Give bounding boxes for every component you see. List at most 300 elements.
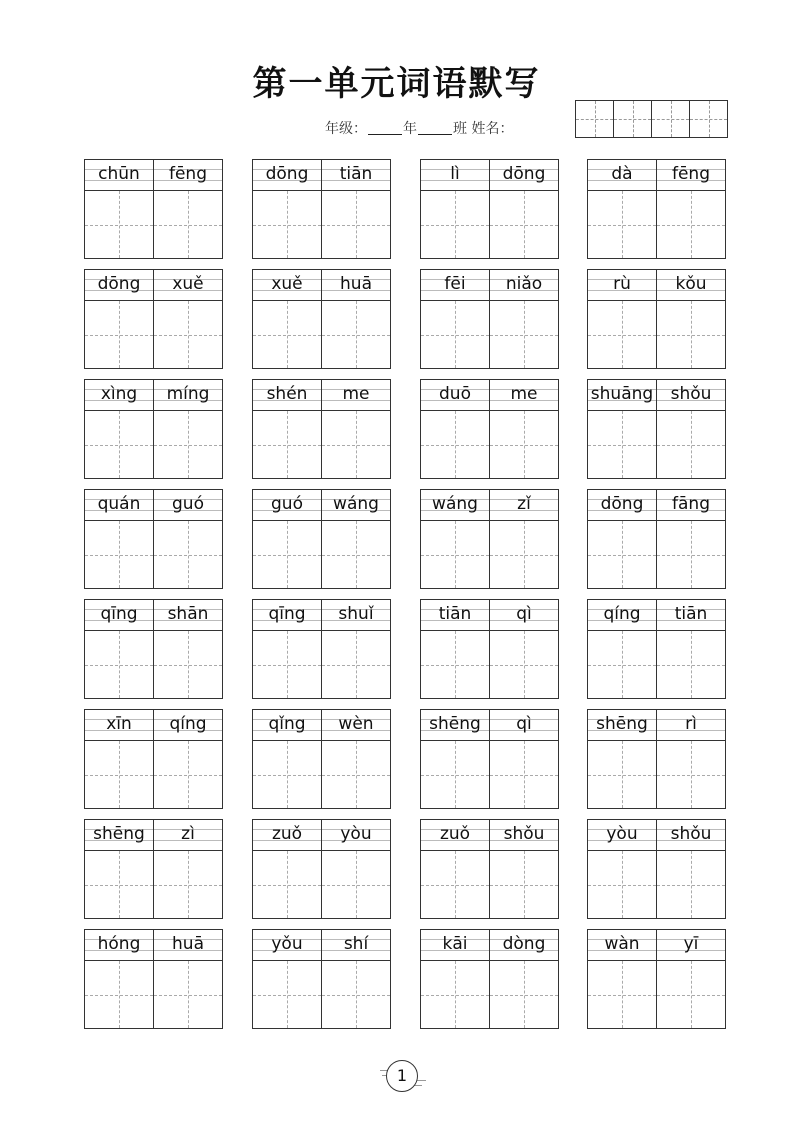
pinyin-text: quán <box>97 494 141 514</box>
word-box <box>587 379 726 479</box>
pinyin-cell <box>322 710 390 740</box>
name-label: 姓名： <box>471 121 514 137</box>
pinyin-cell <box>657 930 725 960</box>
pinyin-text: shǒu <box>670 824 712 844</box>
word-box <box>587 709 726 809</box>
pinyin-text: qíng <box>603 604 641 624</box>
pinyin-cell <box>657 270 725 300</box>
pinyin-row <box>588 820 725 851</box>
pinyin-row <box>588 710 725 741</box>
pinyin-text: shēng <box>93 824 145 844</box>
pinyin-cell <box>657 380 725 410</box>
pinyin-row <box>85 270 222 301</box>
pinyin-text: rù <box>613 274 631 294</box>
hanzi-writing-cell[interactable] <box>322 191 390 258</box>
pinyin-row <box>588 380 725 411</box>
name-cell[interactable] <box>690 101 727 137</box>
hanzi-writing-cell[interactable] <box>657 191 725 258</box>
word-box <box>587 489 726 589</box>
word-box <box>420 269 559 369</box>
pinyin-cell <box>657 600 725 630</box>
pinyin-cell <box>322 160 390 190</box>
word-box <box>84 709 223 809</box>
pinyin-text: tiān <box>674 604 708 624</box>
pinyin-text: niǎo <box>505 274 543 294</box>
word-box <box>587 159 726 259</box>
hanzi-writing-row <box>85 191 222 258</box>
pinyin-cell <box>421 600 490 630</box>
word-box <box>420 929 559 1029</box>
hanzi-writing-cell[interactable] <box>253 851 322 918</box>
hanzi-writing-cell[interactable] <box>85 851 154 918</box>
hanzi-writing-cell[interactable] <box>85 961 154 1028</box>
hanzi-writing-cell[interactable] <box>490 631 558 698</box>
pinyin-cell <box>588 820 657 850</box>
hanzi-writing-cell[interactable] <box>322 301 390 368</box>
pinyin-text: yī <box>683 934 699 954</box>
name-cell[interactable] <box>652 101 690 137</box>
pinyin-text: huā <box>340 274 372 294</box>
hanzi-writing-cell[interactable] <box>154 631 222 698</box>
pinyin-cell <box>154 270 222 300</box>
hanzi-writing-cell[interactable] <box>322 521 390 588</box>
pinyin-cell <box>322 380 390 410</box>
pinyin-text: zuǒ <box>439 824 471 844</box>
pinyin-cell <box>490 270 558 300</box>
pinyin-text: qì <box>516 714 532 734</box>
pinyin-cell <box>85 930 154 960</box>
hanzi-writing-cell[interactable] <box>322 741 390 808</box>
word-box <box>84 159 223 259</box>
hanzi-writing-cell[interactable] <box>490 961 558 1028</box>
pinyin-text: shuǐ <box>338 604 374 624</box>
pinyin-cell <box>85 270 154 300</box>
hanzi-writing-cell[interactable] <box>421 741 490 808</box>
word-box <box>84 269 223 369</box>
word-box <box>84 379 223 479</box>
pinyin-row <box>85 930 222 961</box>
hanzi-writing-row <box>85 411 222 478</box>
pinyin-text: qíng <box>169 714 207 734</box>
pinyin-cell <box>253 930 322 960</box>
hanzi-writing-cell[interactable] <box>588 631 657 698</box>
pinyin-cell <box>588 270 657 300</box>
pinyin-cell <box>490 160 558 190</box>
pinyin-row <box>253 820 390 851</box>
page-number: 1 <box>386 1060 418 1092</box>
word-box <box>252 709 391 809</box>
pinyin-text: rì <box>685 714 697 734</box>
pinyin-cell <box>154 820 222 850</box>
pinyin-text: kāi <box>442 934 468 954</box>
pinyin-cell <box>322 820 390 850</box>
hanzi-writing-cell[interactable] <box>85 741 154 808</box>
pinyin-text: shān <box>167 604 209 624</box>
pinyin-row <box>253 380 390 411</box>
pinyin-row <box>85 710 222 741</box>
hanzi-writing-cell[interactable] <box>421 851 490 918</box>
hanzi-writing-row <box>588 741 725 808</box>
pinyin-text: dōng <box>97 274 141 294</box>
hanzi-writing-row <box>85 961 222 1028</box>
pinyin-cell <box>657 490 725 520</box>
pinyin-text: dōng <box>265 164 309 184</box>
hanzi-writing-row <box>253 631 390 698</box>
hanzi-writing-row <box>588 521 725 588</box>
pinyin-text: tiān <box>438 604 472 624</box>
pinyin-cell <box>588 490 657 520</box>
hanzi-writing-cell[interactable] <box>85 191 154 258</box>
pinyin-row <box>253 600 390 631</box>
pinyin-text: fāng <box>672 494 710 514</box>
pinyin-row <box>421 930 558 961</box>
pinyin-row <box>588 490 725 521</box>
word-box <box>252 379 391 479</box>
hanzi-writing-row <box>85 631 222 698</box>
hanzi-writing-cell[interactable] <box>85 521 154 588</box>
pinyin-cell <box>588 710 657 740</box>
pinyin-row <box>85 820 222 851</box>
pinyin-text: xìng <box>100 384 138 404</box>
pinyin-text: kǒu <box>675 274 707 294</box>
pinyin-text: dòng <box>502 934 546 954</box>
hanzi-writing-cell[interactable] <box>421 191 490 258</box>
hanzi-writing-row <box>253 521 390 588</box>
pinyin-cell <box>253 270 322 300</box>
hanzi-writing-cell[interactable] <box>490 741 558 808</box>
hanzi-writing-row <box>588 191 725 258</box>
hanzi-writing-cell[interactable] <box>588 851 657 918</box>
pinyin-row <box>253 160 390 191</box>
pinyin-row <box>253 930 390 961</box>
pinyin-cell <box>657 820 725 850</box>
pinyin-text: xuě <box>271 274 303 294</box>
word-box <box>84 599 223 699</box>
pinyin-cell <box>322 930 390 960</box>
pinyin-cell <box>154 380 222 410</box>
hanzi-writing-cell[interactable] <box>253 961 322 1028</box>
pinyin-row <box>421 270 558 301</box>
pinyin-text: shǒu <box>670 384 712 404</box>
hanzi-writing-cell[interactable] <box>154 521 222 588</box>
word-box <box>587 929 726 1029</box>
grade-label: 年级： <box>325 121 367 137</box>
hanzi-writing-cell[interactable] <box>154 741 222 808</box>
pinyin-cell <box>253 160 322 190</box>
hanzi-writing-cell[interactable] <box>322 411 390 478</box>
pinyin-row <box>588 270 725 301</box>
pinyin-cell <box>253 490 322 520</box>
hanzi-writing-cell[interactable] <box>588 521 657 588</box>
pinyin-cell <box>85 600 154 630</box>
pinyin-cell <box>154 710 222 740</box>
pinyin-cell <box>253 380 322 410</box>
hanzi-writing-cell[interactable] <box>588 191 657 258</box>
pinyin-text: lì <box>450 164 460 184</box>
hanzi-writing-cell[interactable] <box>154 301 222 368</box>
pinyin-cell <box>657 160 725 190</box>
hanzi-writing-cell[interactable] <box>322 961 390 1028</box>
hanzi-writing-cell[interactable] <box>588 301 657 368</box>
hanzi-writing-cell[interactable] <box>657 411 725 478</box>
hanzi-writing-row <box>253 411 390 478</box>
pinyin-text: fēi <box>444 274 466 294</box>
word-box <box>420 819 559 919</box>
word-box <box>84 819 223 919</box>
hanzi-writing-row <box>253 961 390 1028</box>
hanzi-writing-row <box>421 521 558 588</box>
hanzi-writing-cell[interactable] <box>657 301 725 368</box>
hanzi-writing-row <box>421 631 558 698</box>
student-info-line <box>325 118 513 138</box>
hanzi-writing-cell[interactable] <box>490 191 558 258</box>
pinyin-text: qǐng <box>268 714 306 734</box>
word-box <box>84 489 223 589</box>
pinyin-text: yǒu <box>271 934 303 954</box>
pinyin-cell <box>421 930 490 960</box>
hanzi-writing-cell[interactable] <box>253 521 322 588</box>
word-box <box>252 489 391 589</box>
hanzi-writing-row <box>588 631 725 698</box>
pinyin-text: zì <box>181 824 195 844</box>
hanzi-writing-cell[interactable] <box>657 631 725 698</box>
year-label: 年 <box>403 121 417 137</box>
pinyin-row <box>85 490 222 521</box>
pinyin-text: hóng <box>97 934 141 954</box>
hanzi-writing-cell[interactable] <box>490 521 558 588</box>
hanzi-writing-cell[interactable] <box>490 301 558 368</box>
pinyin-text: qīng <box>100 604 138 624</box>
pinyin-cell <box>490 930 558 960</box>
word-box <box>587 599 726 699</box>
pinyin-text: dà <box>611 164 633 184</box>
pinyin-cell <box>322 490 390 520</box>
hanzi-writing-cell[interactable] <box>588 741 657 808</box>
pinyin-text: duō <box>439 384 471 404</box>
name-cell[interactable] <box>614 101 652 137</box>
pinyin-row <box>85 160 222 191</box>
pinyin-row <box>253 490 390 521</box>
pinyin-text: shēng <box>429 714 481 734</box>
word-dictation-grid <box>84 159 726 1026</box>
hanzi-writing-row <box>85 301 222 368</box>
hanzi-writing-cell[interactable] <box>490 411 558 478</box>
pinyin-text: shǒu <box>503 824 545 844</box>
hanzi-writing-cell[interactable] <box>85 411 154 478</box>
name-cell[interactable] <box>576 101 614 137</box>
pinyin-text: shí <box>343 934 369 954</box>
pinyin-text: huā <box>172 934 204 954</box>
pinyin-text: yòu <box>340 824 372 844</box>
pinyin-text: fēng <box>168 164 207 184</box>
pinyin-text: guó <box>271 494 303 514</box>
pinyin-text: zuǒ <box>271 824 303 844</box>
name-writing-grid[interactable] <box>575 100 728 138</box>
word-box <box>420 709 559 809</box>
hanzi-writing-cell[interactable] <box>154 191 222 258</box>
hanzi-writing-cell[interactable] <box>421 631 490 698</box>
hanzi-writing-row <box>421 851 558 918</box>
pinyin-text: tiān <box>339 164 373 184</box>
word-box <box>420 489 559 589</box>
pinyin-row <box>421 160 558 191</box>
page-number-badge <box>380 1060 424 1096</box>
word-box <box>252 819 391 919</box>
pinyin-cell <box>154 160 222 190</box>
word-box <box>252 929 391 1029</box>
pinyin-cell <box>490 710 558 740</box>
hanzi-writing-row <box>588 411 725 478</box>
word-box <box>587 819 726 919</box>
hanzi-writing-cell[interactable] <box>657 521 725 588</box>
hanzi-writing-row <box>421 741 558 808</box>
class-blank[interactable] <box>418 120 452 135</box>
pinyin-cell <box>657 710 725 740</box>
word-box <box>420 599 559 699</box>
pinyin-text: wáng <box>333 494 379 514</box>
hanzi-writing-row <box>588 851 725 918</box>
pinyin-cell <box>154 930 222 960</box>
pinyin-cell <box>421 270 490 300</box>
hanzi-writing-row <box>253 741 390 808</box>
pinyin-cell <box>421 160 490 190</box>
hanzi-writing-cell[interactable] <box>322 851 390 918</box>
hanzi-writing-cell[interactable] <box>154 411 222 478</box>
pinyin-cell <box>154 600 222 630</box>
hanzi-writing-row <box>588 301 725 368</box>
hanzi-writing-cell[interactable] <box>657 741 725 808</box>
pinyin-text: qì <box>516 604 532 624</box>
pinyin-row <box>253 270 390 301</box>
pinyin-cell <box>588 930 657 960</box>
pinyin-cell <box>421 820 490 850</box>
word-box <box>252 159 391 259</box>
word-box <box>84 929 223 1029</box>
pinyin-cell <box>421 490 490 520</box>
hanzi-writing-row <box>421 301 558 368</box>
pinyin-cell <box>490 380 558 410</box>
hanzi-writing-row <box>421 411 558 478</box>
pinyin-row <box>421 710 558 741</box>
hanzi-writing-cell[interactable] <box>421 301 490 368</box>
pinyin-text: xuě <box>172 274 204 294</box>
hanzi-writing-cell[interactable] <box>253 631 322 698</box>
hanzi-writing-cell[interactable] <box>154 851 222 918</box>
hanzi-writing-row <box>85 521 222 588</box>
hanzi-writing-cell[interactable] <box>490 851 558 918</box>
pinyin-cell <box>322 600 390 630</box>
pinyin-cell <box>85 160 154 190</box>
hanzi-writing-row <box>253 851 390 918</box>
hanzi-writing-cell[interactable] <box>588 411 657 478</box>
hanzi-writing-cell[interactable] <box>85 301 154 368</box>
pinyin-text: shēng <box>596 714 648 734</box>
pinyin-cell <box>588 160 657 190</box>
hanzi-writing-cell[interactable] <box>421 521 490 588</box>
hanzi-writing-row <box>421 191 558 258</box>
pinyin-row <box>253 710 390 741</box>
pinyin-cell <box>253 710 322 740</box>
pinyin-cell <box>154 490 222 520</box>
pinyin-text: me <box>342 384 370 404</box>
word-box <box>420 159 559 259</box>
hanzi-writing-row <box>253 191 390 258</box>
hanzi-writing-cell[interactable] <box>85 631 154 698</box>
pinyin-text: xīn <box>106 714 132 734</box>
pinyin-cell <box>253 600 322 630</box>
word-box <box>420 379 559 479</box>
pinyin-row <box>588 930 725 961</box>
hanzi-writing-row <box>421 961 558 1028</box>
pinyin-cell <box>85 380 154 410</box>
pinyin-cell <box>85 820 154 850</box>
pinyin-row <box>85 600 222 631</box>
pinyin-row <box>421 380 558 411</box>
hanzi-writing-cell[interactable] <box>421 411 490 478</box>
hanzi-writing-cell[interactable] <box>253 301 322 368</box>
pinyin-cell <box>490 490 558 520</box>
hanzi-writing-cell[interactable] <box>322 631 390 698</box>
pinyin-text: wèn <box>338 714 374 734</box>
pinyin-row <box>588 160 725 191</box>
hanzi-writing-cell[interactable] <box>657 961 725 1028</box>
hanzi-writing-row <box>253 301 390 368</box>
hanzi-writing-cell[interactable] <box>421 961 490 1028</box>
pinyin-text: dōng <box>600 494 644 514</box>
pinyin-cell <box>490 820 558 850</box>
pinyin-cell <box>253 820 322 850</box>
pinyin-text: shén <box>266 384 308 404</box>
pinyin-row <box>421 490 558 521</box>
pinyin-cell <box>588 380 657 410</box>
pinyin-text: qīng <box>268 604 306 624</box>
hanzi-writing-row <box>85 851 222 918</box>
class-label: 班 <box>453 121 467 137</box>
hanzi-writing-cell[interactable] <box>253 411 322 478</box>
word-box <box>587 269 726 369</box>
pinyin-text: chūn <box>98 164 140 184</box>
pinyin-row <box>588 600 725 631</box>
pinyin-text: shuāng <box>590 384 654 404</box>
pinyin-text: wàn <box>604 934 640 954</box>
pinyin-text: zǐ <box>517 494 531 514</box>
pinyin-cell <box>421 380 490 410</box>
pinyin-cell <box>85 710 154 740</box>
pinyin-text: wáng <box>432 494 478 514</box>
pinyin-text: fēng <box>671 164 710 184</box>
hanzi-writing-cell[interactable] <box>657 851 725 918</box>
pinyin-cell <box>588 600 657 630</box>
hanzi-writing-row <box>85 741 222 808</box>
page-title: 第一单元词语默写 <box>252 64 541 104</box>
pinyin-row <box>421 820 558 851</box>
pinyin-text: dōng <box>502 164 546 184</box>
pinyin-cell <box>490 600 558 630</box>
grade-blank[interactable] <box>368 120 402 135</box>
hanzi-writing-cell[interactable] <box>253 741 322 808</box>
pinyin-cell <box>85 490 154 520</box>
pinyin-text: guó <box>172 494 204 514</box>
pinyin-row <box>85 380 222 411</box>
pinyin-cell <box>421 710 490 740</box>
pinyin-text: yòu <box>606 824 638 844</box>
hanzi-writing-cell[interactable] <box>253 191 322 258</box>
hanzi-writing-cell[interactable] <box>154 961 222 1028</box>
hanzi-writing-cell[interactable] <box>588 961 657 1028</box>
pinyin-row <box>421 600 558 631</box>
pinyin-cell <box>322 270 390 300</box>
pinyin-text: me <box>510 384 538 404</box>
